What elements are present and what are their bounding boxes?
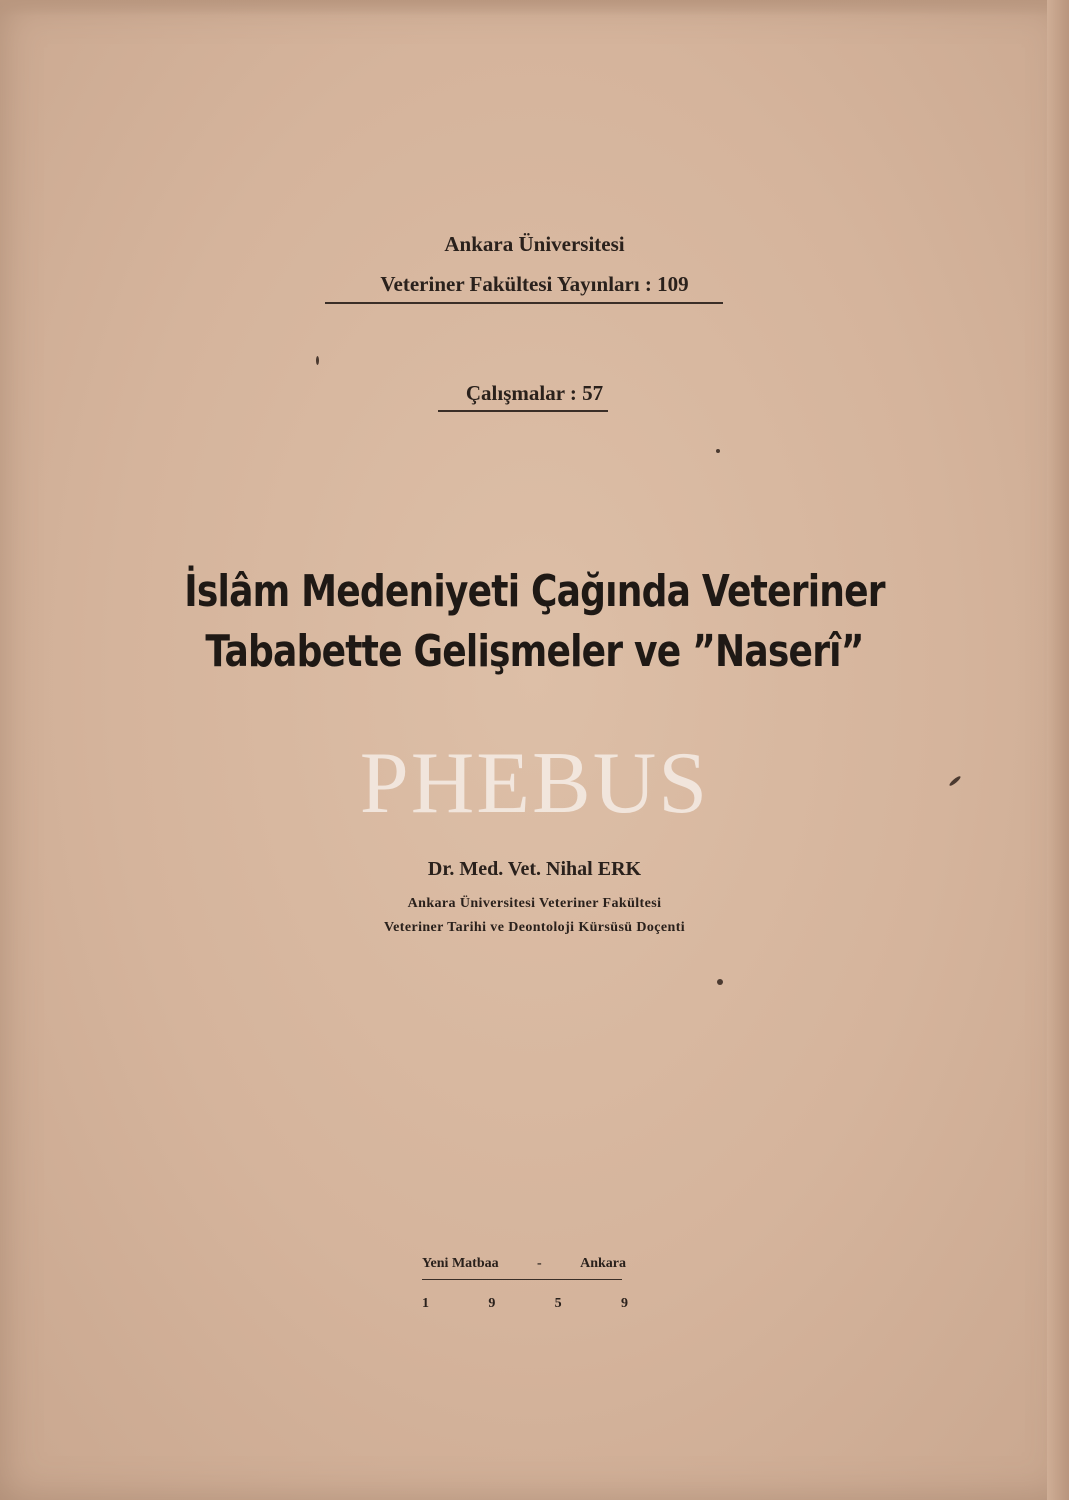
book-title-line-1: İslâm Medeniyeti Çağında Veteriner (184, 566, 885, 617)
study-underline (438, 410, 608, 412)
paper-speck (717, 979, 723, 985)
imprint-line (422, 1256, 626, 1272)
imprint-year (422, 1296, 628, 1312)
imprint-city: Ankara (580, 1256, 626, 1271)
year-digit: 9 (488, 1296, 496, 1311)
imprint-separator: - (537, 1256, 542, 1271)
series-underline (325, 302, 723, 304)
paper-speck (316, 356, 319, 365)
paper-speck (716, 449, 720, 453)
series-institution: Ankara Üniversitesi (444, 232, 625, 256)
study-number: Çalışmalar : 57 (465, 381, 604, 405)
book-title-line-2: Tababette Gelişmeler ve ”Naserî” (205, 626, 864, 677)
series-publication-number: Veteriner Fakültesi Yayınları : 109 (380, 272, 689, 296)
watermark: PHEBUS (359, 735, 710, 832)
year-digit: 9 (620, 1296, 628, 1311)
imprint-underline (422, 1279, 622, 1280)
cover-top-edge (0, 0, 1069, 16)
author-affiliation-line-1: Ankara Üniversitesi Veteriner Fakültesi (407, 896, 662, 911)
author-affiliation-line-2: Veteriner Tarihi ve Deontoloji Kürsüsü Doçenti (383, 920, 686, 935)
year-digit: 1 (422, 1296, 429, 1311)
author-name: Dr. Med. Vet. Nihal ERK (427, 858, 642, 880)
year-digit: 5 (554, 1296, 562, 1311)
imprint-printer: Yeni Matbaa (422, 1256, 499, 1271)
